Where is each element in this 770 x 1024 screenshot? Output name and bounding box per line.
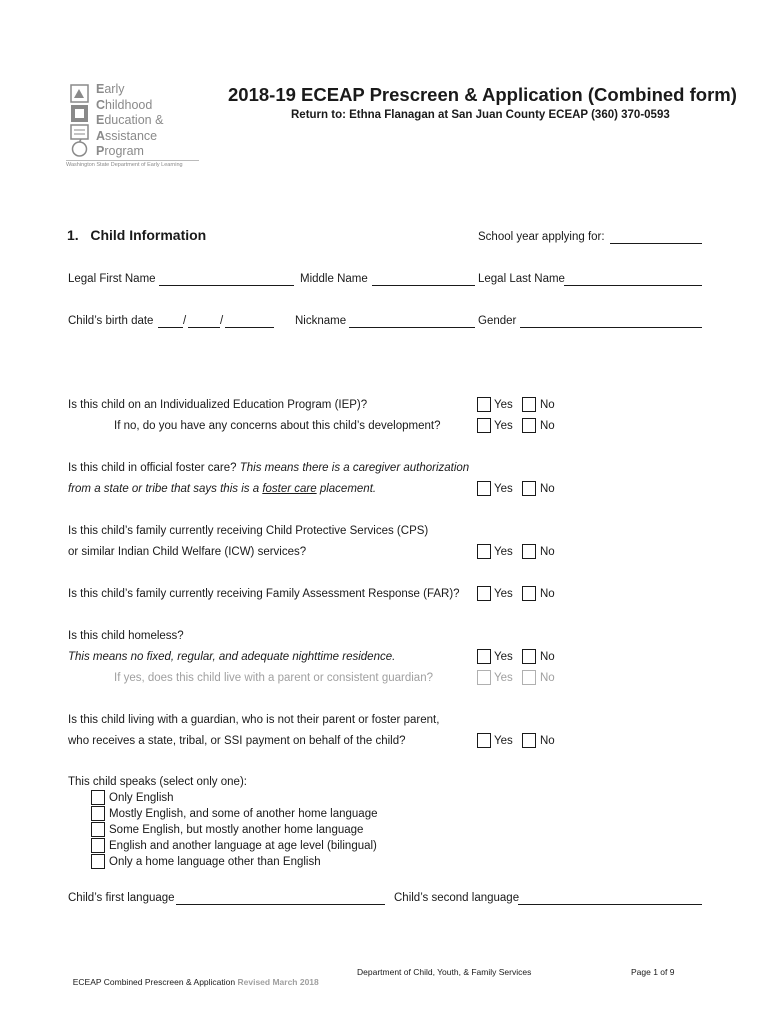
return-to-line: Return to: Ethna Flanagan at San Juan County ECEAP (360) 370-0593: [291, 109, 670, 121]
logo-line-4: Assistance: [96, 128, 158, 143]
no-label: No: [540, 399, 555, 411]
logo-subtitle: Washington State Department of Early Learning: [66, 162, 183, 168]
no-label: No: [540, 546, 555, 558]
first-language-label: Child’s first language: [68, 892, 175, 904]
no-label: No: [540, 420, 555, 432]
logo-text: [96, 82, 163, 160]
language-option-label: Only a home language other than English: [109, 856, 321, 868]
date-separator: /: [220, 315, 224, 327]
iep-no-checkbox[interactable]: [522, 397, 536, 412]
footer-revised: Revised March 2018: [237, 977, 319, 987]
language-option-checkbox[interactable]: [91, 790, 105, 805]
lives-with-guardian-no-checkbox[interactable]: [522, 670, 536, 685]
gender-label: Gender: [478, 315, 517, 327]
yes-label: Yes: [494, 651, 513, 663]
language-prompt: This child speaks (select only one):: [68, 776, 247, 788]
homeless-yes-checkbox[interactable]: [477, 649, 491, 664]
iep-yes-checkbox[interactable]: [477, 397, 491, 412]
language-option-label: Only English: [109, 792, 174, 804]
program-logo: [66, 80, 201, 172]
yes-label: Yes: [494, 735, 513, 747]
yes-label: Yes: [494, 546, 513, 558]
middle-name-label: Middle Name: [300, 273, 368, 285]
cps-question: Is this child’s family currently receiving Child Protective Services (CPS): [68, 525, 429, 537]
guardian-payment-yes-checkbox[interactable]: [477, 733, 491, 748]
no-label: No: [540, 672, 555, 684]
legal-last-name-field[interactable]: [564, 274, 702, 286]
language-option-checkbox[interactable]: [91, 822, 105, 837]
logo-divider: [66, 160, 199, 161]
nickname-field[interactable]: [349, 316, 475, 328]
legal-first-name-label: Legal First Name: [68, 273, 156, 285]
birth-month-field[interactable]: [158, 316, 183, 328]
homeless-followup-question: If yes, does this child live with a parent or consistent guardian?: [114, 672, 433, 684]
school-year-field[interactable]: [610, 232, 702, 244]
legal-first-name-field[interactable]: [159, 274, 294, 286]
homeless-no-checkbox[interactable]: [522, 649, 536, 664]
yes-label: Yes: [494, 483, 513, 495]
second-language-field[interactable]: [518, 893, 702, 905]
iep-question: Is this child on an Individualized Education Program (IEP)?: [68, 399, 368, 411]
date-separator: /: [183, 315, 187, 327]
first-language-field[interactable]: [176, 893, 385, 905]
cps-question-line-2: or similar Indian Child Welfare (ICW) services?: [68, 546, 307, 558]
guardian-question: Is this child living with a guardian, who is not their parent or foster parent,: [68, 714, 440, 726]
development-concern-yes-checkbox[interactable]: [477, 418, 491, 433]
cps-no-checkbox[interactable]: [522, 544, 536, 559]
middle-name-field[interactable]: [372, 274, 475, 286]
no-label: No: [540, 651, 555, 663]
development-concern-no-checkbox[interactable]: [522, 418, 536, 433]
language-option-label: English and another language at age level (bilingual): [109, 840, 377, 852]
section-heading: 1. Child Information: [67, 227, 207, 243]
foster-care-yes-checkbox[interactable]: [477, 481, 491, 496]
no-label: No: [540, 735, 555, 747]
legal-last-name-label: Legal Last Name: [478, 273, 565, 285]
language-option-checkbox[interactable]: [91, 838, 105, 853]
guardian-question-line-2: who receives a state, tribal, or SSI payment on behalf of the child?: [68, 735, 406, 747]
footer-form-name: ECEAP Combined Prescreen & Application Revised March 2018: [72, 977, 319, 987]
footer-department: Department of Child, Youth, & Family Services: [357, 967, 532, 977]
footer-page-number: Page 1 of 9: [631, 967, 675, 977]
iep-followup-question: If no, do you have any concerns about this child’s development?: [114, 420, 441, 432]
logo-icons: [70, 84, 90, 158]
language-option-checkbox[interactable]: [91, 854, 105, 869]
yes-label: Yes: [494, 672, 513, 684]
logo-line-5: Program: [96, 144, 144, 158]
school-year-label: School year applying for:: [478, 231, 605, 243]
language-option-label: Mostly English, and some of another home language: [109, 808, 378, 820]
far-question: Is this child’s family currently receiving Family Assessment Response (FAR)?: [68, 588, 460, 600]
no-label: No: [540, 483, 555, 495]
yes-label: Yes: [494, 588, 513, 600]
second-language-label: Child’s second language: [394, 892, 520, 904]
yes-label: Yes: [494, 399, 513, 411]
language-option-checkbox[interactable]: [91, 806, 105, 821]
yes-label: Yes: [494, 420, 513, 432]
foster-care-question: Is this child in official foster care? This means there is a caregiver authorization: [68, 462, 470, 474]
no-label: No: [540, 588, 555, 600]
lives-with-guardian-yes-checkbox[interactable]: [477, 670, 491, 685]
birth-day-field[interactable]: [188, 316, 220, 328]
birth-year-field[interactable]: [225, 316, 274, 328]
foster-care-definition: from a state or tribe that says this is a foster care placement.: [68, 483, 377, 495]
homeless-definition: This means no fixed, regular, and adequate nighttime residence.: [68, 651, 396, 663]
homeless-question: Is this child homeless?: [68, 630, 184, 642]
gender-field[interactable]: [520, 316, 702, 328]
cps-yes-checkbox[interactable]: [477, 544, 491, 559]
foster-care-no-checkbox[interactable]: [522, 481, 536, 496]
birth-date-label: Child’s birth date: [68, 315, 154, 327]
guardian-payment-no-checkbox[interactable]: [522, 733, 536, 748]
logo-line-2: Childhood: [96, 97, 153, 112]
logo-line-3: Education &: [96, 113, 164, 127]
form-title: 2018-19 ECEAP Prescreen & Application (Combined form): [228, 84, 737, 105]
logo-line-1: Early: [96, 82, 125, 96]
far-no-checkbox[interactable]: [522, 586, 536, 601]
language-option-label: Some English, but mostly another home language: [109, 824, 364, 836]
nickname-label: Nickname: [295, 315, 347, 327]
far-yes-checkbox[interactable]: [477, 586, 491, 601]
